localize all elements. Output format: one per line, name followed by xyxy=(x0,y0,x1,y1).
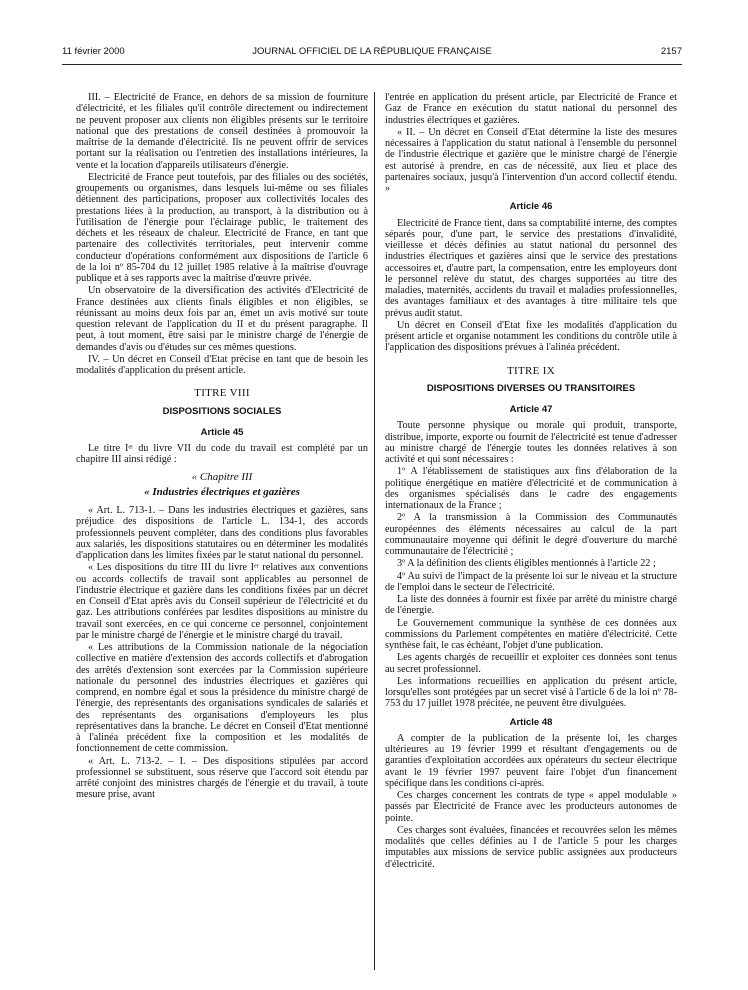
titre-subheading: DISPOSITIONS DIVERSES OU TRANSITOIRES xyxy=(426,382,636,394)
page-header xyxy=(62,46,682,62)
paragraph: Le titre Iᵉʳ du livre VII du code du travail est complété par un chapitre III ainsi rédigé : xyxy=(76,443,368,466)
paragraph: « Art. L. 713-1. – Dans les industries électriques et gazières, sans préjudice des dispositions de l'article L. 134-1, des accords professionnels peuvent compléter, dans des conditions plus favorables aux salariés, les dispositions statutaires ou en déterminer les modalités d'application dans les limites fixées par le statut national du personnel. xyxy=(76,505,368,561)
titre-heading: TITRE IX xyxy=(507,364,555,377)
titre-subheading: DISPOSITIONS SOCIALES xyxy=(162,405,282,417)
paragraph: Ces charges concernent les contrats de type « appel modulable » passés par Electricité de France avec les producteurs autonomes de pointe. xyxy=(385,790,677,824)
paragraph: Electricité de France tient, dans sa comptabilité interne, des comptes séparés pour, d'une part, le service des prestations d'invalidité, vieillesse et décès définies au statut national du personnel des industries électriques et gazières ainsi que le service des prestations accessoires et, d'autre part, la compensation, entre les employeurs dont le personnel relève du statut, des charges supportées au titre des maladies, maternités, accidents du travail et maladies professionnelles, des avantages familiaux et des avantages à titre militaire tels que prévus audit statut. xyxy=(385,217,677,319)
paragraph: La liste des données à fournir est fixée par arrêté du ministre chargé de l'énergie. xyxy=(385,594,677,617)
header-title: JOURNAL OFFICIEL DE LA RÉPUBLIQUE FRANÇAISE xyxy=(252,46,492,57)
left-column xyxy=(76,92,368,802)
paragraph: Un observatoire de la diversification des activités d'Electricité de France destinées aux clients finals éligibles et non éligibles, se réunissant au moins deux fois par an, émet un avis motivé sur toute question relevant de l'application du II et du présent paragraphe. Il peut, à tout moment, être saisi par le ministre chargé de l'énergie de demandes d'avis ou d'études sur ces mêmes questions. xyxy=(76,285,368,353)
paragraph: Le Gouvernement communique la synthèse de ces données aux commissions du Parlement compétentes en matière d'électricité. Cette synthèse fait, le cas échéant, l'objet d'une publication. xyxy=(385,617,677,651)
paragraph: Les agents chargés de recueillir et exploiter ces données sont tenus au secret professionnel. xyxy=(385,652,677,675)
paragraph: 1º A l'établissement de statistiques aux fins d'élaboration de la politique énergétique en matière d'électricité et de communication à des organismes spécialisés dans le cadre des engagements internationaux de la France ; xyxy=(385,466,677,511)
paragraph: « Les dispositions du titre III du livre Iᵉʳ relatives aux conventions ou accords collectifs de travail sont applicables au personnel de l'industrie électrique et gazière dans les conditions fixées par un décret en Conseil d'Etat après avis du Conseil supérieur de l'électricité et du gaz. Les attributions conférées par lesdites dispositions au ministre du travail sont exercées, en ce qui concerne ce personnel, conjointement par le ministre chargé de l'énergie et le ministre chargé du travail. xyxy=(76,562,368,641)
paragraph: « Art. L. 713-2. – I. – Des dispositions stipulées par accord professionnel se substituent, sous réserve que l'accord soit étendu par arrêté conjoint des ministres chargés de l'énergie et du travail, à toute mesure prise, avant xyxy=(76,755,368,801)
paragraph: Ces charges sont évaluées, financées et recouvrées selon les mêmes modalités que celles définies au I de l'article 5 pour les charges imputables aux missions de service public assignées aux producteurs d'électricité. xyxy=(385,824,677,870)
article-heading: Article 45 xyxy=(200,426,244,438)
paragraph: Electricité de France peut toutefois, par des filiales ou des sociétés, groupements ou organismes, dans lesquels lui-même ou ses filiales détiennent des participations, proposer aux collectivités locales des prestations liées à la production, au transport, à la distribution ou à l'utilisation de l'énergie pour l'éclairage public, le traitement des déchets et les réseaux de chaleur. Electricité de France, en tant que partenaire des collectivités territoriales, peut intervenir comme conducteur d'opérations conformément aux dispositions de l'article 6 de la loi nº 85-704 du 12 juillet 1985 relative à la maîtrise d'ouvrage publique et à ses rapports avec la maîtrise d'œuvre privée. xyxy=(76,171,368,284)
header-date: 11 février 2000 xyxy=(62,46,125,57)
paragraph: Un décret en Conseil d'Etat fixe les modalités d'application du présent article et organise notamment les conditions du contrôle utile à l'application des dispositions prévues à l'alinéa précédent. xyxy=(385,319,677,354)
paragraph: « II. – Un décret en Conseil d'Etat détermine la liste des mesures nécessaires à l'application du statut national à l'ensemble du personnel de l'industrie électrique et gazière que le ministre chargé de l'énergie est autorisé à prendre, en cas de nécessité, aux lieu et place des partenaires sociaux, jusqu'à l'intervention d'un accord collectif étendu. » xyxy=(385,126,677,194)
paragraph: Les informations recueillies en application du présent article, lorsqu'elles sont protégées par un secret visé à l'article 6 de la loi nº 78-753 du 17 juillet 1978 précitée, ne peuvent être divulguées. xyxy=(385,675,677,710)
header-page-number: 2157 xyxy=(660,46,682,57)
header-rule xyxy=(62,64,682,65)
paragraph: 3º A la définition des clients éligibles mentionnés à l'article 22 ; xyxy=(397,558,656,570)
paragraph: l'entrée en application du présent article, par Electricité de France et Gaz de France en exécution du statut national du personnel des industries électriques et gazières. xyxy=(385,92,677,126)
paragraph: Toute personne physique ou morale qui produit, transporte, distribue, importe, exporte ou fournit de l'électricité est tenue d'adresser au ministre chargé de l'énergie toutes les données relatives à son activité et qui sont nécessaires : xyxy=(385,420,677,465)
chapter-heading: « Chapitre III xyxy=(191,470,253,483)
right-column xyxy=(385,92,677,871)
paragraph: 4º Au suivi de l'impact de la présente loi sur le niveau et la structure de l'emploi dans le secteur de l'électricité. xyxy=(385,570,677,593)
titre-heading: TITRE VIII xyxy=(194,387,250,400)
paragraph: IV. – Un décret en Conseil d'Etat précise en tant que de besoin les modalités d'application du présent article. xyxy=(76,353,368,376)
paragraph: III. – Electricité de France, en dehors de sa mission de fourniture d'électricité, et les filiales qu'il contrôle directement ou indirectement ne peuvent proposer aux clients non éligibles présents sur le territoire national que des prestations de conseil destinées à promouvoir la maîtrise de la demande d'électricité. Ils ne peuvent offrir de services portant sur la réalisation ou l'entretien des installations intérieures, la vente et la location d'appareils utilisateurs d'énergie. xyxy=(76,92,368,171)
column-divider xyxy=(374,92,375,970)
article-heading: Article 46 xyxy=(509,201,553,213)
paragraph: 2º A la transmission à la Commission des Communautés européennes des éléments nécessaires au calcul de la part communautaire moyenne qui définit le degré d'ouverture du marché communautaire de l'électricité ; xyxy=(385,512,677,557)
paragraph: « Les attributions de la Commission nationale de la négociation collective en matière d'extension des accords collectifs et d'abrogation des arrêtés d'extension sont exercées par la Commission supérieure nationale du personnel des industries électriques et gazières qui comprend, en nombre égal et sous la présidence du ministre chargé de l'énergie, des représentants des organisations syndicales de salariés et des représentants des organisations d'employeurs les plus représentatives dans la branche. Le décret en Conseil d'Etat mentionné à l'alinéa précédent fixe la composition et les modalités de fonctionnement de cette commission. xyxy=(76,642,368,755)
paragraph: A compter de la publication de la présente loi, les charges ultérieures au 19 février 1999 et résultant d'engagements ou de garanties d'exploitation accordées aux opérateurs du secteur électrique avant le 19 février 1997 peuvent faire l'objet d'un financement spécifique dans les conditions ci-après. xyxy=(385,732,677,789)
article-heading: Article 48 xyxy=(509,716,553,728)
chapter-subheading: « Industries électriques et gazières xyxy=(144,485,300,498)
article-heading: Article 47 xyxy=(509,404,553,415)
